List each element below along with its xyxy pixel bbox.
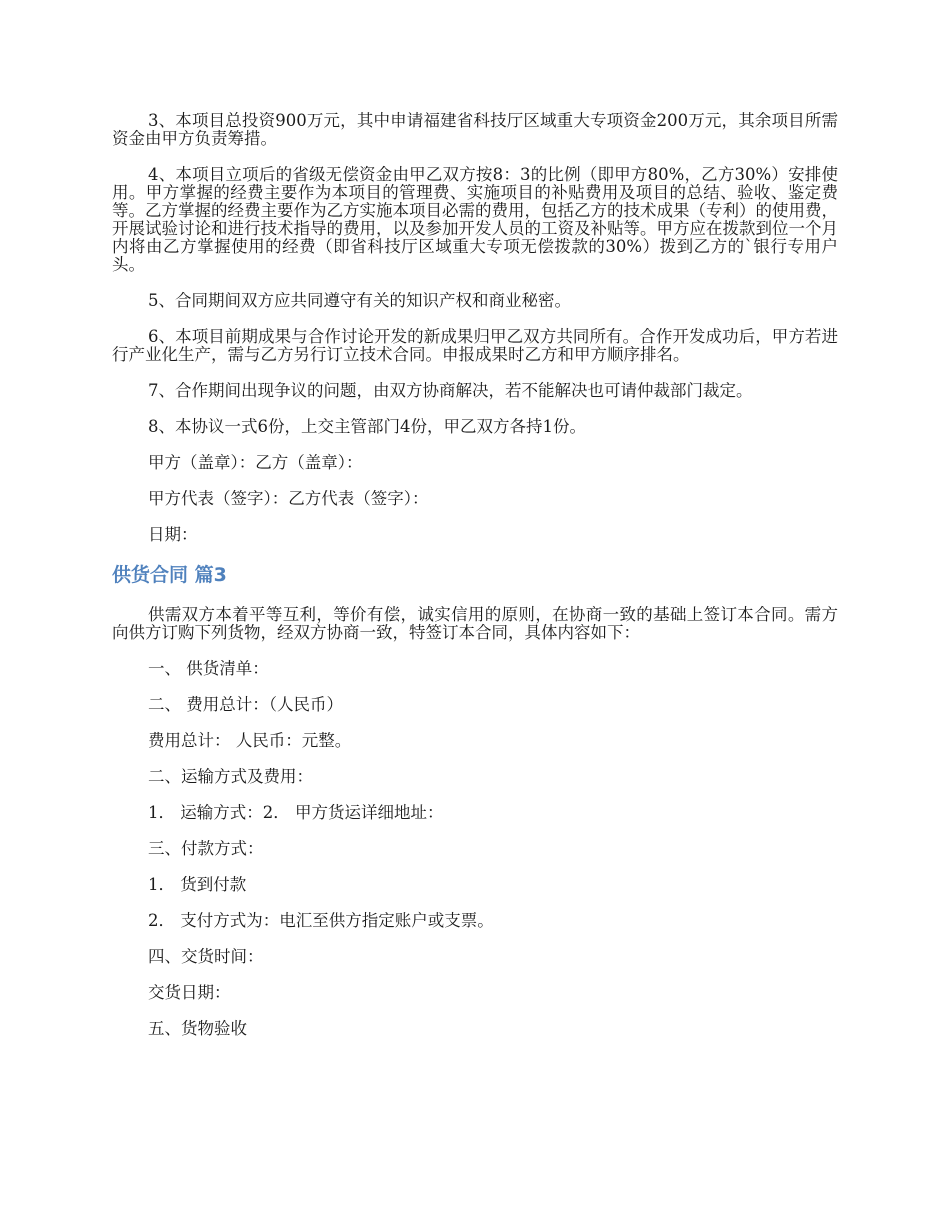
- party-signature-line: 甲方代表（签字）：乙方代表（签字）：: [148, 489, 429, 508]
- clause-6: 6、本项目前期成果与合作讨论开发的新成果归甲乙双方共同所有。合作开发成功后，甲方若进行产业化生产，需与乙方另行订立技术合同。申报成果时乙方和甲方顺序排名。: [112, 327, 838, 364]
- document-body: [112, 112, 838, 1056]
- transport-detail: 1． 运输方式：2． 甲方货运详细地址：: [148, 803, 444, 822]
- payment-option-2: 2． 支付方式为：电汇至供方指定账户或支票。: [148, 911, 494, 930]
- clause-8: 8、本协议一式6份，上交主管部门4份，甲乙双方各持1份。: [148, 417, 586, 436]
- date-line: 日期：: [148, 525, 198, 544]
- total-cost-amount: 费用总计： 人民币：元整。: [148, 731, 352, 750]
- clause-5: 5、合同期间双方应共同遵守有关的知识产权和商业秘密。: [148, 291, 571, 310]
- clause-7: 7、合作期间出现争议的问题，由双方协商解决，若不能解决也可请仲裁部门裁定。: [148, 381, 753, 400]
- section-heading: 供货合同 篇3: [112, 564, 227, 586]
- supply-list-item: 一、 供货清单：: [148, 659, 269, 678]
- total-cost-item: 二、 费用总计：（人民币）: [148, 695, 343, 714]
- inspection-item: 五、货物验收: [148, 1019, 247, 1038]
- clause-3: 3、本项目总投资900万元，其中申请福建省科技厅区域重大专项资金200万元，其余项目所需资金由甲方负责筹措。: [112, 111, 838, 148]
- delivery-date: 交货日期：: [148, 983, 231, 1002]
- payment-option-1: 1． 货到付款: [148, 875, 247, 894]
- clause-4: 4、本项目立项后的省级无偿资金由甲乙双方按8：3的比例（即甲方80%，乙方30%）安排使用。甲方掌握的经费主要作为本项目的管理费、实施项目的补贴费用及项目的总结、验收、鉴定费等。乙方掌握的经费主要作为乙方实施本项目必需的费用，包括乙方的技术成果（专利）的使用费，开展试验讨论和进行技术指导的费用，以及参加开发人员的工资及补贴等。甲方应在拨款到位一个月内将由乙方掌握使用的经费（即省科技厅区域重大专项无偿拨款的30%）拨到乙方的`银行专用户头。: [112, 165, 838, 274]
- party-seal-line: 甲方（盖章）：乙方（盖章）：: [148, 453, 363, 472]
- delivery-time-item: 四、交货时间：: [148, 947, 264, 966]
- payment-item: 三、付款方式：: [148, 839, 264, 858]
- contract-intro: 供需双方本着平等互利，等价有偿，诚实信用的原则，在协商一致的基础上签订本合同。需方向供方订购下列货物，经双方协商一致，特签订本合同，具体内容如下：: [112, 605, 838, 642]
- transport-item: 二、运输方式及费用：: [148, 767, 313, 786]
